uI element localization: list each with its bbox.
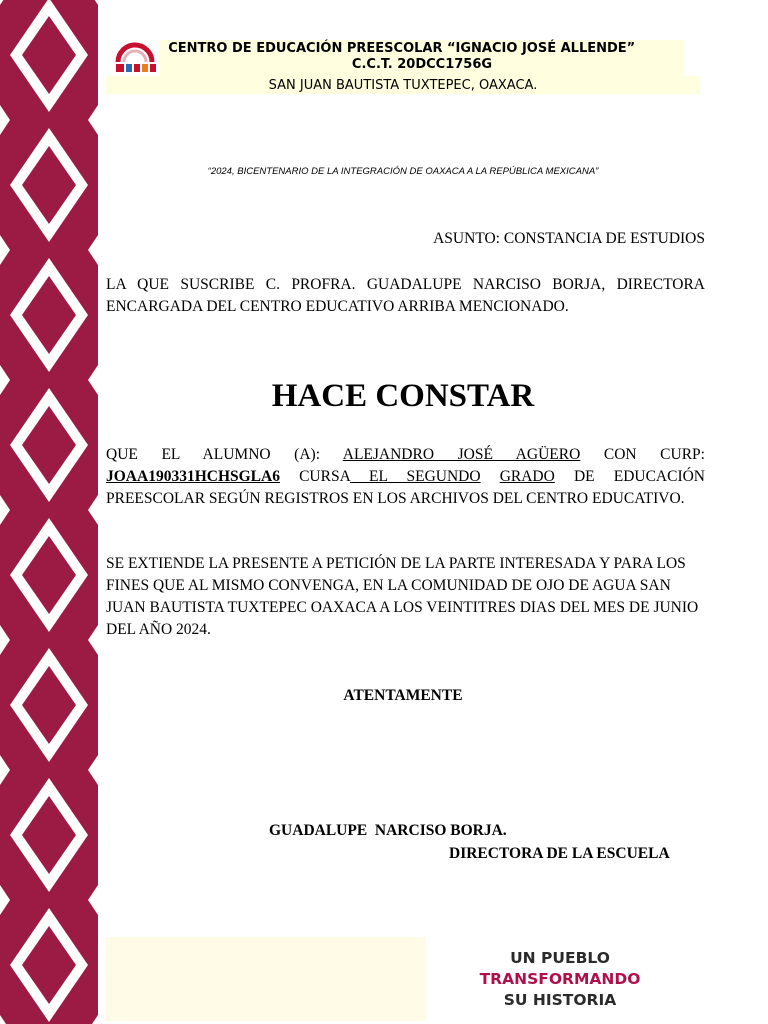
intro-paragraph: LA QUE SUSCRIBE C. PROFRA. GUADALUPE NARCISO BORJA, DIRECTORA ENCARGADA DEL CENTRO EDUCATIVO ARRIBA MENCIONADO. bbox=[106, 276, 705, 315]
slogan-part-2: SU HISTORIA bbox=[503, 991, 617, 1009]
extension-paragraph: SE EXTIENDE LA PRESENTE A PETICIÓN DE LA PARTE INTERESADA Y PARA LOS FINES QUE AL MISMO CONVENGA, EN LA COMUNIDAD DE OJO DE AGUA SAN JUAN BAUTISTA TUXTEPEC OAXACA A LOS VEINTITRES DIAS DEL MES DE JUNIO DEL AÑO 2024. bbox=[106, 555, 699, 638]
cert-prefix: QUE EL ALUMNO (A): bbox=[106, 446, 343, 463]
cert-rest: DE EDUCACIÓN PREESCOLAR SEGÚN REGISTROS EN LOS ARCHIVOS DEL CENTRO EDUCATIVO. bbox=[106, 468, 705, 507]
footer-slogan bbox=[430, 948, 690, 1011]
school-name-text: CENTRO DE EDUCACIÓN PREESCOLAR “IGNACIO JOSÉ ALLENDE” bbox=[168, 41, 636, 56]
signatory-name: GUADALUPE NARCISO BORJA. bbox=[269, 822, 507, 839]
closing: ATENTAMENTE bbox=[343, 687, 463, 704]
school-cct: C.C.T. 20DCC1756G bbox=[351, 57, 493, 72]
certificate-paragraph bbox=[106, 444, 705, 510]
cert-curp-label: CON CURP: bbox=[580, 446, 705, 463]
decorative-border bbox=[0, 0, 98, 1024]
student-grade: EL SEGUNDO bbox=[349, 468, 481, 485]
signatory-title: DIRECTORA DE LA ESCUELA bbox=[449, 845, 670, 862]
official-motto: “2024, BICENTENARIO DE LA INTEGRACIÓN DE OAXACA A LA REPÚBLICA MEXICANA” bbox=[207, 166, 599, 177]
school-logo-icon bbox=[112, 42, 158, 78]
student-curp: JOAA190331HCHSGLA6 bbox=[106, 468, 280, 485]
subject-line: ASUNTO: CONSTANCIA DE ESTUDIOS bbox=[433, 230, 705, 247]
cert-cursa: CURSA bbox=[279, 468, 350, 485]
footer-box bbox=[106, 937, 426, 1021]
grade-word: GRADO bbox=[499, 468, 555, 485]
school-location: SAN JUAN BAUTISTA TUXTEPEC, OAXACA. bbox=[268, 78, 538, 93]
document-heading: HACE CONSTAR bbox=[271, 378, 535, 414]
student-name: ALEJANDRO JOSÉ AGÜERO bbox=[342, 446, 581, 463]
slogan-accent: TRANSFORMANDO bbox=[479, 970, 641, 988]
school-name bbox=[160, 41, 684, 73]
slogan-part-1: UN PUEBLO bbox=[510, 949, 610, 967]
